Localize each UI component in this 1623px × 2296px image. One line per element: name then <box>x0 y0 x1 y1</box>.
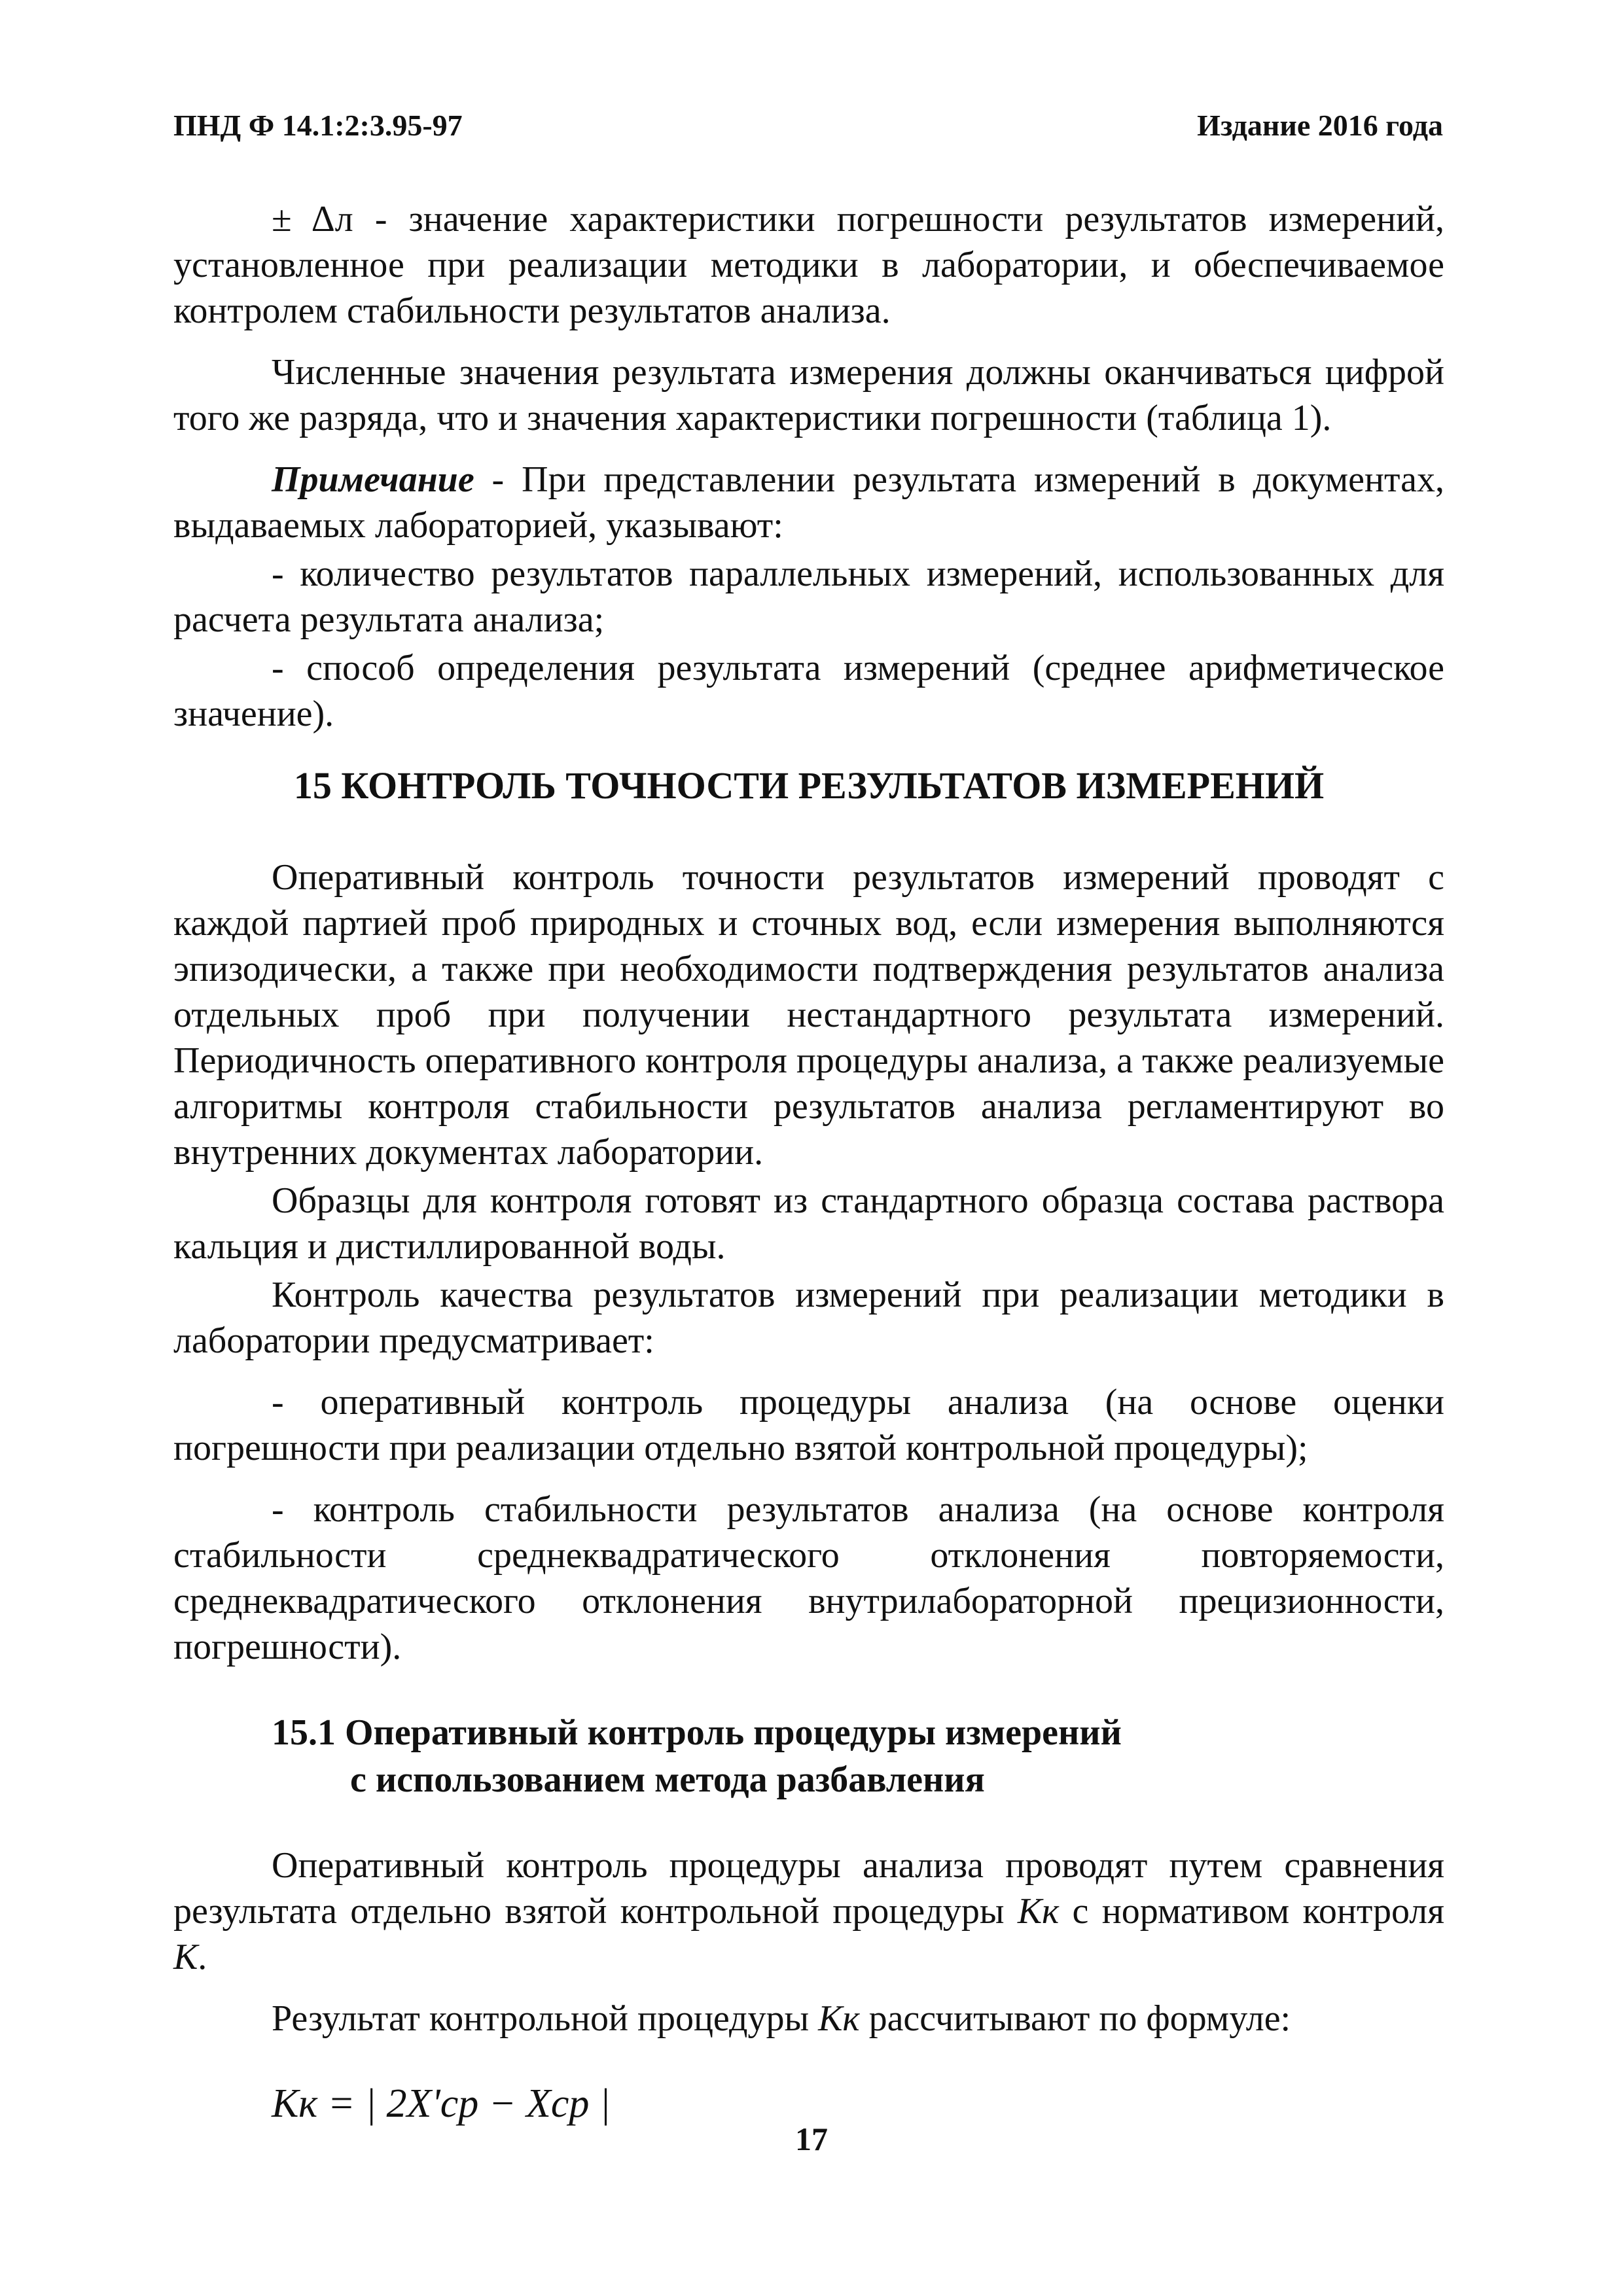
section-15-1-paragraph-1 <box>173 1843 1444 1980</box>
note-item-1: - количество результатов параллельных измерений, использованных для расчета результата анализа; <box>173 554 1444 640</box>
note-label: Примечание <box>272 459 474 500</box>
section-15-1-heading <box>272 1709 1444 1803</box>
section-15-heading: 15 КОНТРОЛЬ ТОЧНОСТИ РЕЗУЛЬТАТОВ ИЗМЕРЕНИЙ <box>293 764 1325 807</box>
text-fragment: Оперативный контроль процедуры анализа проводят путем сравнения результата отдельно взятой контрольной процедуры <box>173 1845 1444 1932</box>
section-15-item-1: - оперативный контроль процедуры анализа (на основе оценки погрешности при реализации отдельно взятой контрольной процедуры); <box>173 1382 1444 1468</box>
section-15-1-heading-line-2: с использованием метода разбавления <box>350 1759 985 1800</box>
section-15-paragraph-3: Контроль качества результатов измерений при реализации методики в лаборатории предусматривает: <box>173 1275 1444 1361</box>
section-15-paragraph-1: Оперативный контроль точности результатов измерений проводят с каждой партией проб природных и сточных вод, если измерения выполняются эпизодически, а также при необходимости подтверждения результатов анализа отдельных проб при получении нестандартного результата измерений. Периодичность оперативного контроля процедуры анализа, а также реализуемые алгоритмы контроля стабильности результатов анализа регламентируют во внутренних документах лаборатории. <box>173 857 1444 1173</box>
section-15-1-heading-line-1: 15.1 Оперативный контроль процедуры измерений <box>272 1712 1122 1753</box>
symbol-k: К <box>173 1937 198 1977</box>
formula-kk: Кк = | 2X'ср − Xср | <box>272 2081 611 2126</box>
edition-year: Издание 2016 года <box>1197 109 1443 142</box>
section-15-paragraph-2: Образцы для контроля готовят из стандартного образца состава раствора кальция и дистиллированной воды. <box>173 1180 1444 1267</box>
note-paragraph <box>173 457 1444 548</box>
symbol-kk: Кк <box>1017 1891 1060 1932</box>
note-text: - При представлении результата измерений в документах, выдаваемых лабораторией, указывают: <box>173 459 1444 546</box>
note-item-2: - способ определения результата измерений (среднее арифметическое значение). <box>173 648 1444 734</box>
document-code: ПНД Ф 14.1:2:3.95-97 <box>173 109 463 142</box>
text-fragment: рассчитывают по формуле: <box>859 1998 1291 2039</box>
delta-definition-text: - значение характеристики погрешности результатов измерений, установленное при реализации методики в лаборатории, и обеспечиваемое контролем стабильности результатов анализа. <box>173 199 1444 331</box>
delta-symbol: ± Δл <box>272 199 353 239</box>
text-fragment: Результат контрольной процедуры <box>272 1998 819 2039</box>
delta-definition <box>173 196 1444 334</box>
section-15-item-2: - контроль стабильности результатов анализа (на основе контроля стабильности среднеквадратического отклонения повторяемости, среднеквадратического отклонения внутрилабораторной прецизионности, погрешности). <box>173 1489 1444 1667</box>
document-body <box>173 196 1444 2127</box>
text-fragment: . <box>198 1937 207 1977</box>
section-15-1-paragraph-2 <box>173 1996 1444 2041</box>
text-fragment: с нормативом контроля <box>1059 1891 1444 1932</box>
page-number: 17 <box>795 2121 828 2157</box>
symbol-kk: Кк <box>818 1998 860 2039</box>
numeric-values-paragraph: Численные значения результата измерения должны оканчиваться цифрой того же разряда, что и значения характеристики погрешности (таблица 1). <box>173 352 1444 438</box>
